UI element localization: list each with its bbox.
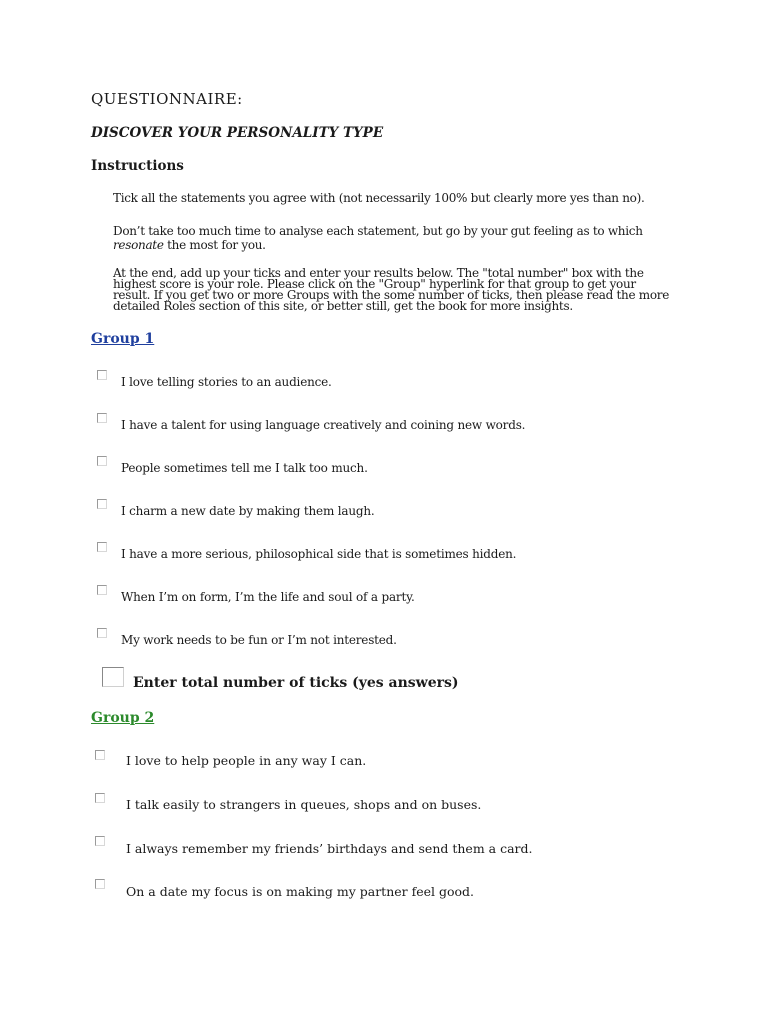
- group-1-link[interactable]: Group 1: [91, 331, 155, 347]
- checkbox-g1-3[interactable]: [97, 456, 107, 466]
- p2-italic-word: resonate: [113, 238, 164, 252]
- checkbox-g1-2[interactable]: [97, 413, 107, 423]
- instructions-paragraph-2: [113, 224, 673, 252]
- group-1-total-input[interactable]: [102, 667, 124, 687]
- statement-g2-2: I talk easily to strangers in queues, shops and on buses.: [126, 797, 482, 812]
- statement-g1-1: I love telling stories to an audience.: [121, 375, 332, 389]
- p2-text-end: the most for you.: [163, 238, 266, 252]
- checkbox-g1-7[interactable]: [97, 628, 107, 638]
- page-subtitle: DISCOVER YOUR PERSONALITY TYPE: [91, 125, 384, 141]
- statement-g1-2: I have a talent for using language creatively and coining new words.: [121, 418, 526, 432]
- checkbox-g2-1[interactable]: [95, 750, 105, 760]
- statement-g2-1: I love to help people in any way I can.: [126, 753, 367, 768]
- statement-g2-3: I always remember my friends’ birthdays and send them a card.: [126, 841, 533, 856]
- statement-g1-3: People sometimes tell me I talk too much.: [121, 461, 368, 475]
- page-title: QUESTIONNAIRE:: [91, 90, 243, 108]
- checkbox-g1-6[interactable]: [97, 585, 107, 595]
- instructions-paragraph-1: Tick all the statements you agree with (not necessarily 100% but clearly more yes than no).: [113, 191, 645, 205]
- checkbox-g2-3[interactable]: [95, 836, 105, 846]
- statement-g1-7: My work needs to be fun or I’m not interested.: [121, 633, 397, 647]
- statement-g1-4: I charm a new date by making them laugh.: [121, 504, 375, 518]
- checkbox-g1-5[interactable]: [97, 542, 107, 552]
- group-1-total-label: Enter total number of ticks (yes answers): [133, 675, 459, 691]
- instructions-paragraph-3: At the end, add up your ticks and enter your results below. The "total number" box with the highest score is your role. Please click on the "Group" hyperlink for that group to get your result. If you get two or more Groups with the some number of ticks, then please read the more detailed Roles section of this site, or better still, get the book for more insights.: [113, 266, 670, 313]
- statement-g1-5: I have a more serious, philosophical side that is sometimes hidden.: [121, 547, 517, 561]
- p2-text-start: Don’t take too much time to analyse each statement, but go by your gut feeling as to which: [113, 224, 643, 238]
- checkbox-g2-2[interactable]: [95, 793, 105, 803]
- checkbox-g2-4[interactable]: [95, 879, 105, 889]
- statement-g2-4: On a date my focus is on making my partner feel good.: [126, 884, 475, 899]
- checkbox-g1-1[interactable]: [97, 370, 107, 380]
- checkbox-g1-4[interactable]: [97, 499, 107, 509]
- group-2-link[interactable]: Group 2: [91, 710, 155, 726]
- statement-g1-6: When I’m on form, I’m the life and soul of a party.: [121, 590, 415, 604]
- instructions-heading: Instructions: [91, 158, 184, 174]
